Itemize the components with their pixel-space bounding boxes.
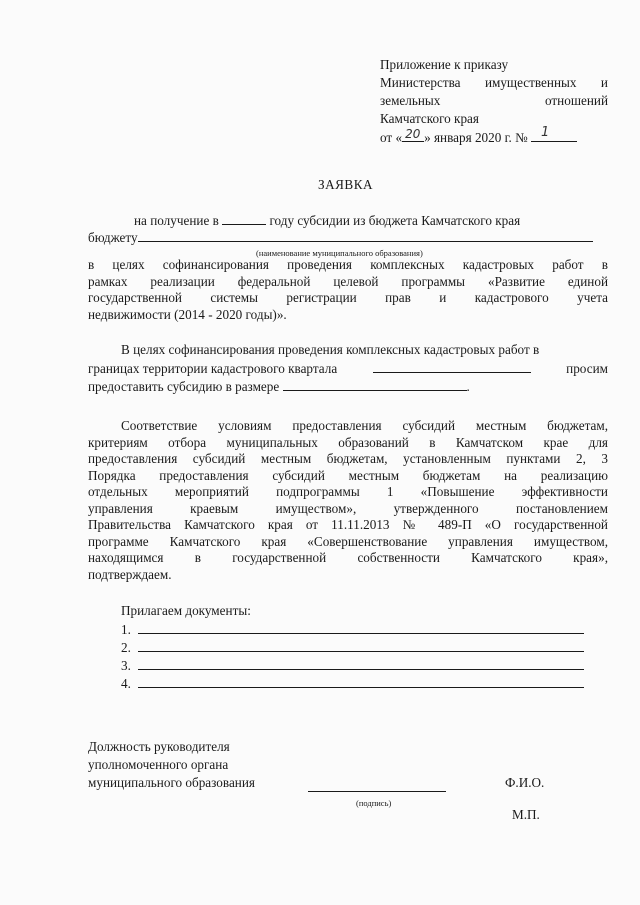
document-item-number: 3. bbox=[121, 658, 131, 673]
municipality-field bbox=[138, 229, 593, 242]
confirmation-line: отдельных мероприятий подпрограммы 1 «Повышение эффективности bbox=[88, 484, 608, 499]
document-item-field bbox=[138, 675, 584, 688]
purpose-line: в целях софинансирования проведения комплексных кадастровых работ в bbox=[88, 257, 608, 272]
document-item bbox=[121, 621, 584, 638]
confirmation-line: управления краевым имуществом», утвержденного постановлением bbox=[88, 500, 608, 516]
municipality-caption: (наименование муниципального образования) bbox=[256, 248, 423, 258]
confirmation-paragraph bbox=[88, 418, 608, 583]
position-line-3: муниципального образования bbox=[88, 775, 255, 790]
purpose-line: недвижимости (2014 - 2020 годы)». bbox=[88, 306, 287, 322]
confirmation-line: Соответствие условиям предоставления субсидий местным бюджетам, bbox=[121, 418, 608, 433]
header-line-3-b: отношений bbox=[544, 93, 608, 108]
request-line-2 bbox=[88, 360, 608, 377]
document-item-number: 4. bbox=[121, 676, 131, 691]
request-text-3a: предоставить субсидию в размере bbox=[88, 379, 280, 394]
header-line-4: Камчатского края bbox=[380, 111, 479, 126]
document-item-field bbox=[138, 639, 584, 652]
position-line-1: Должность руководителя bbox=[88, 739, 230, 754]
confirmation-line: подтверждаем. bbox=[88, 566, 172, 582]
header-line-1: Приложение к приказу bbox=[380, 57, 509, 72]
year-field bbox=[222, 212, 266, 225]
purpose-paragraph bbox=[88, 257, 608, 323]
order-number-value: 1 bbox=[541, 125, 550, 140]
position-line-2: уполномоченного органа bbox=[88, 757, 229, 772]
purpose-line: государственной системы регистрации прав и кадастрового учета bbox=[88, 290, 608, 305]
request-line-1 bbox=[121, 342, 608, 358]
date-day-value: 20 bbox=[405, 127, 421, 141]
document-item-number: 1. bbox=[121, 622, 131, 637]
signature-caption: (подпись) bbox=[356, 798, 392, 808]
budget-line bbox=[88, 229, 593, 246]
documents-heading: Прилагаем документы: bbox=[121, 603, 251, 618]
document-item bbox=[121, 675, 584, 692]
confirmation-line: Порядка предоставления субсидий местным бюджетам на реализацию bbox=[88, 467, 608, 483]
date-prefix: от « bbox=[380, 130, 403, 145]
document-item bbox=[121, 657, 584, 674]
intro-text-a: на получение в bbox=[134, 213, 219, 228]
intro-line bbox=[134, 212, 520, 229]
request-text-2b: просим bbox=[566, 361, 608, 376]
document-item-field bbox=[138, 657, 584, 670]
document-item-number: 2. bbox=[121, 640, 131, 655]
order-number-field bbox=[531, 125, 577, 142]
confirmation-line: предоставления субсидий местным бюджетам, установленным пунктами 2, 3 bbox=[88, 451, 608, 466]
header-line-2 bbox=[380, 75, 608, 91]
header-line-2-a: Министерства bbox=[380, 75, 461, 90]
signature-field bbox=[308, 791, 446, 792]
header-line-2-b: имущественных bbox=[484, 75, 577, 90]
purpose-line: рамках реализации федеральной целевой программы «Развитие единой bbox=[88, 273, 608, 289]
request-line-3 bbox=[88, 378, 470, 395]
stamp-label: М.П. bbox=[512, 807, 540, 822]
date-suffix: » января 2020 г. № bbox=[424, 130, 528, 145]
confirmation-line: Правительства Камчатского края от 11.11.2013 № 489-П «О государственной bbox=[88, 517, 608, 532]
request-text-1: В целях софинансирования проведения комплексных кадастровых работ в bbox=[121, 342, 540, 357]
date-day-field bbox=[402, 129, 424, 142]
header-line-2-c: и bbox=[600, 75, 608, 90]
confirmation-line: программе Камчатского края «Совершенствование управления имуществом, bbox=[88, 533, 608, 549]
document-item bbox=[121, 639, 584, 656]
confirmation-line: находящимся в государственной собственности Камчатского края», bbox=[88, 550, 608, 565]
header-date-line bbox=[380, 125, 577, 146]
request-text-3b: . bbox=[466, 379, 470, 394]
request-text-2a: границах территории кадастрового квартала bbox=[88, 361, 338, 376]
page-title: ЗАЯВКА bbox=[318, 177, 374, 192]
budget-label: бюджету bbox=[88, 230, 138, 245]
intro-text-b: году субсидии из бюджета Камчатского края bbox=[269, 213, 521, 228]
subsidy-amount-field bbox=[283, 378, 467, 391]
fio-label: Ф.И.О. bbox=[505, 775, 545, 790]
confirmation-line: критериям отбора муниципальных образований в Камчатском крае для bbox=[88, 434, 608, 450]
header-line-3 bbox=[380, 93, 608, 109]
header-line-3-a: земельных bbox=[380, 93, 441, 108]
document-item-field bbox=[138, 621, 584, 634]
cadastral-quarter-field bbox=[373, 360, 531, 373]
